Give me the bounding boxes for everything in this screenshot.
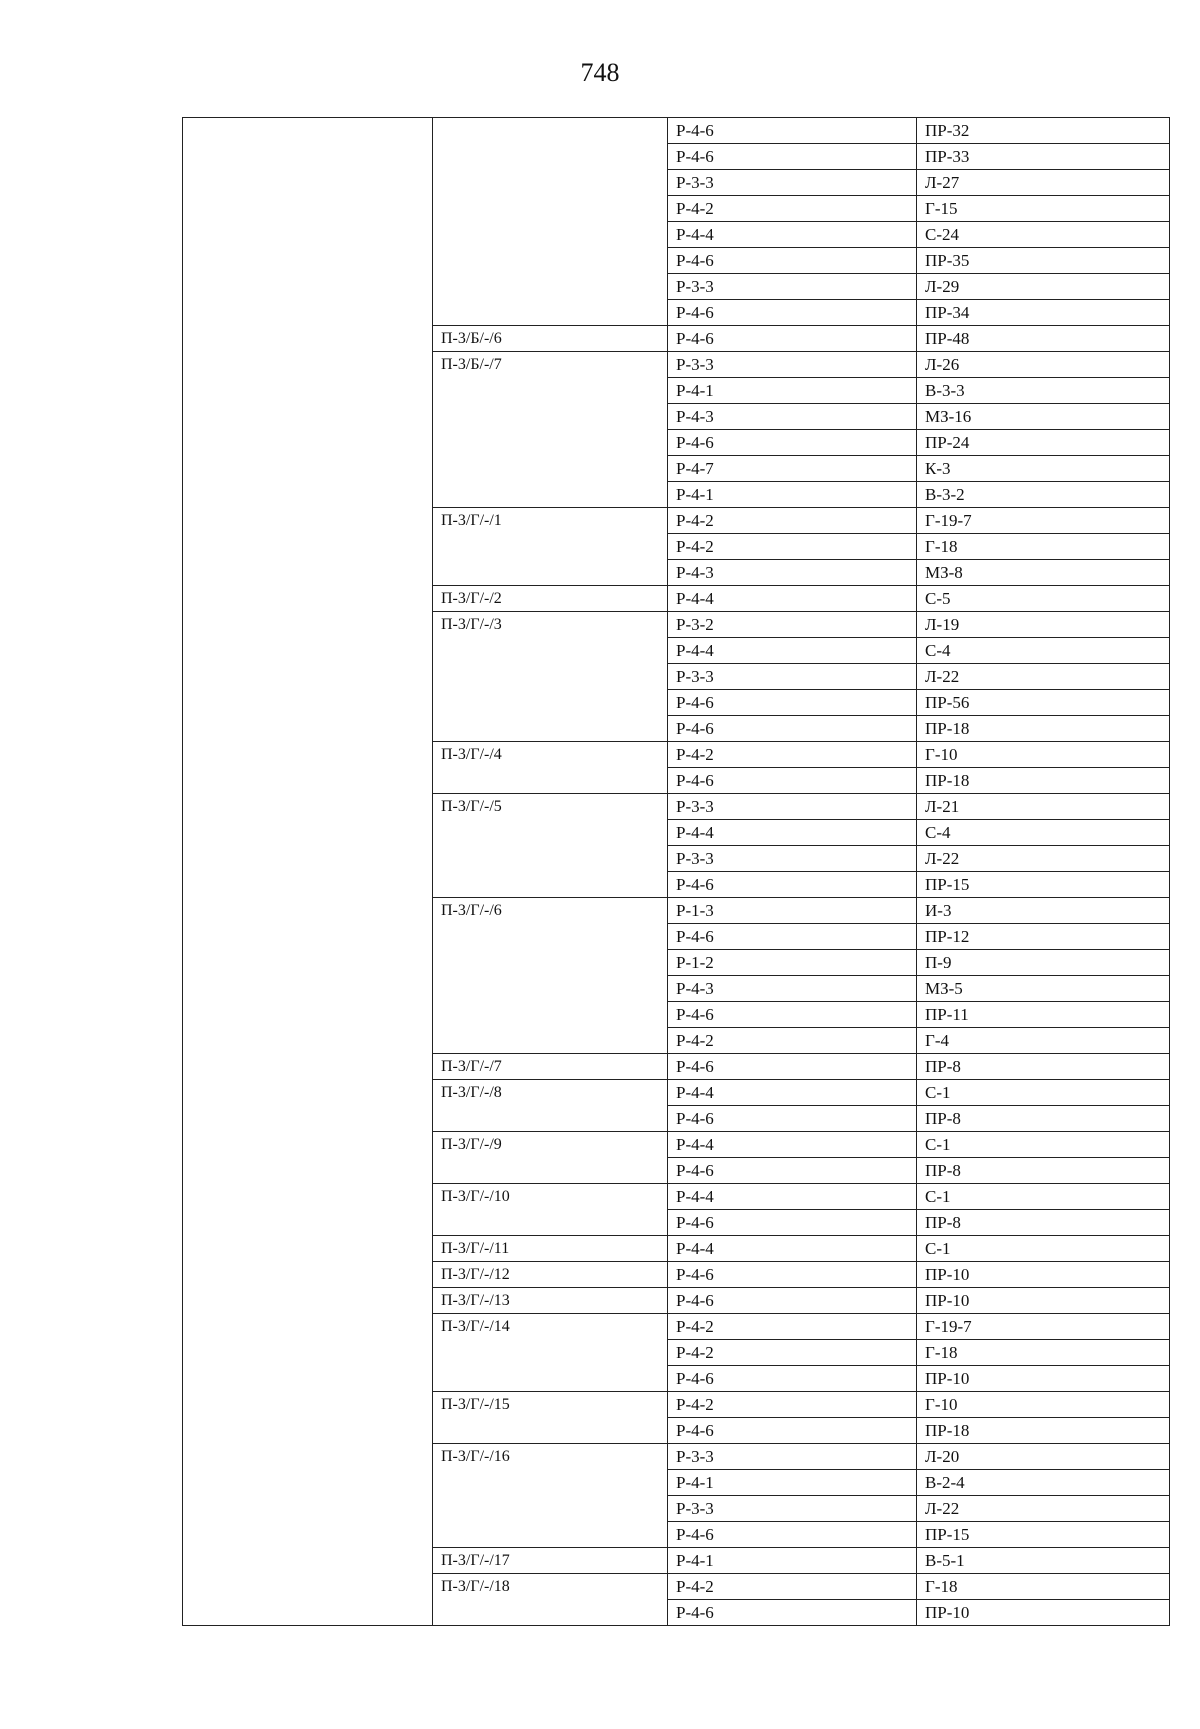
r-code-cell: Р-4-6 [668,1210,917,1236]
target-code-cell: Г-18 [917,534,1170,560]
r-code-cell: Р-4-6 [668,924,917,950]
target-code-cell: Л-22 [917,846,1170,872]
group-code-cell: П-3/Г/-/11 [433,1236,668,1262]
r-code-cell: Р-3-3 [668,846,917,872]
r-code-cell: Р-4-6 [668,1418,917,1444]
group-code-cell: П-3/Г/-/6 [433,898,668,1054]
r-code-cell: Р-4-2 [668,196,917,222]
target-code-cell: Г-10 [917,742,1170,768]
target-code-cell: Л-22 [917,664,1170,690]
target-code-cell: ПР-10 [917,1600,1170,1626]
r-code-cell: Р-4-2 [668,1028,917,1054]
r-code-cell: Р-3-3 [668,352,917,378]
target-code-cell: В-3-2 [917,482,1170,508]
group-code-cell: П-3/Г/-/8 [433,1080,668,1132]
target-code-cell: Л-22 [917,1496,1170,1522]
group-code-cell: П-3/Г/-/16 [433,1444,668,1548]
group-code-cell: П-3/Г/-/17 [433,1548,668,1574]
r-code-cell: Р-4-2 [668,1340,917,1366]
r-code-cell: Р-4-6 [668,430,917,456]
target-code-cell: С-4 [917,820,1170,846]
r-code-cell: Р-3-3 [668,1444,917,1470]
r-code-cell: Р-4-6 [668,300,917,326]
target-code-cell: Г-18 [917,1340,1170,1366]
target-code-cell: Г-19-7 [917,1314,1170,1340]
r-code-cell: Р-4-4 [668,638,917,664]
r-code-cell: Р-4-6 [668,690,917,716]
target-code-cell: Л-26 [917,352,1170,378]
r-code-cell: Р-4-2 [668,508,917,534]
target-code-cell: ПР-35 [917,248,1170,274]
r-code-cell: Р-4-6 [668,1158,917,1184]
target-code-cell: ПР-34 [917,300,1170,326]
r-code-cell: Р-4-1 [668,1548,917,1574]
target-code-cell: ПР-32 [917,118,1170,144]
target-code-cell: ПР-18 [917,768,1170,794]
r-code-cell: Р-3-3 [668,794,917,820]
group-code-cell: П-3/Г/-/3 [433,612,668,742]
target-code-cell: С-1 [917,1132,1170,1158]
group-code-cell: П-3/Г/-/18 [433,1574,668,1626]
r-code-cell: Р-4-2 [668,1314,917,1340]
r-code-cell: Р-4-6 [668,248,917,274]
target-code-cell: ПР-8 [917,1158,1170,1184]
target-code-cell: ПР-15 [917,872,1170,898]
target-code-cell: С-1 [917,1080,1170,1106]
r-code-cell: Р-4-1 [668,1470,917,1496]
target-code-cell: С-5 [917,586,1170,612]
r-code-cell: Р-4-1 [668,378,917,404]
target-code-cell: ПР-11 [917,1002,1170,1028]
target-code-cell: Л-19 [917,612,1170,638]
target-code-cell: ПР-10 [917,1366,1170,1392]
r-code-cell: Р-4-2 [668,1392,917,1418]
target-code-cell: ПР-8 [917,1210,1170,1236]
target-code-cell: В-3-3 [917,378,1170,404]
target-code-cell: ПР-8 [917,1106,1170,1132]
group-code-cell: П-3/Г/-/4 [433,742,668,794]
page-number: 748 [580,58,620,87]
blank-column-cell [183,118,433,1626]
target-code-cell: Л-27 [917,170,1170,196]
table-body [183,118,1170,1626]
target-code-cell: К-3 [917,456,1170,482]
group-code-cell: П-3/Г/-/15 [433,1392,668,1444]
target-code-cell: П-9 [917,950,1170,976]
target-code-cell: ПР-8 [917,1054,1170,1080]
group-code-cell: П-3/Б/-/7 [433,352,668,508]
r-code-cell: Р-4-6 [668,716,917,742]
target-code-cell: ПР-10 [917,1262,1170,1288]
target-code-cell: ПР-24 [917,430,1170,456]
r-code-cell: Р-4-6 [668,768,917,794]
r-code-cell: Р-4-4 [668,820,917,846]
target-code-cell: ПР-33 [917,144,1170,170]
r-code-cell: Р-4-6 [668,144,917,170]
table-row [183,118,1170,144]
r-code-cell: Р-4-6 [668,872,917,898]
r-code-cell: Р-3-3 [668,274,917,300]
r-code-cell: Р-1-2 [668,950,917,976]
r-code-cell: Р-4-3 [668,560,917,586]
r-code-cell: Р-3-3 [668,1496,917,1522]
target-code-cell: Г-10 [917,1392,1170,1418]
r-code-cell: Р-4-2 [668,534,917,560]
r-code-cell: Р-4-1 [668,482,917,508]
r-code-cell: Р-4-6 [668,1002,917,1028]
r-code-cell: Р-4-6 [668,1288,917,1314]
r-code-cell: Р-4-4 [668,1132,917,1158]
target-code-cell: С-4 [917,638,1170,664]
r-code-cell: Р-1-3 [668,898,917,924]
group-code-cell: П-3/Г/-/14 [433,1314,668,1392]
group-code-cell: П-3/Г/-/9 [433,1132,668,1184]
r-code-cell: Р-4-4 [668,1184,917,1210]
group-code-cell: П-3/Г/-/5 [433,794,668,898]
r-code-cell: Р-4-6 [668,1600,917,1626]
target-code-cell: ПР-18 [917,716,1170,742]
target-code-cell: Г-4 [917,1028,1170,1054]
r-code-cell: Р-4-3 [668,404,917,430]
target-code-cell: МЗ-8 [917,560,1170,586]
r-code-cell: Р-4-6 [668,1366,917,1392]
r-code-cell: Р-4-6 [668,1522,917,1548]
r-code-cell: Р-4-4 [668,1236,917,1262]
target-code-cell: ПР-56 [917,690,1170,716]
group-code-cell: П-3/Г/-/2 [433,586,668,612]
r-code-cell: Р-4-2 [668,742,917,768]
r-code-cell: Р-4-2 [668,1574,917,1600]
group-code-cell [433,118,668,326]
target-code-cell: МЗ-5 [917,976,1170,1002]
target-code-cell: И-3 [917,898,1170,924]
target-code-cell: ПР-12 [917,924,1170,950]
target-code-cell: С-1 [917,1236,1170,1262]
r-code-cell: Р-4-6 [668,118,917,144]
target-code-cell: С-24 [917,222,1170,248]
target-code-cell: ПР-18 [917,1418,1170,1444]
group-code-cell: П-3/Б/-/6 [433,326,668,352]
target-code-cell: ПР-48 [917,326,1170,352]
group-code-cell: П-3/Г/-/13 [433,1288,668,1314]
group-code-cell: П-3/Г/-/10 [433,1184,668,1236]
r-code-cell: Р-4-4 [668,222,917,248]
target-code-cell: Г-18 [917,1574,1170,1600]
group-code-cell: П-3/Г/-/7 [433,1054,668,1080]
target-code-cell: Л-29 [917,274,1170,300]
r-code-cell: Р-4-6 [668,1262,917,1288]
r-code-cell: Р-4-7 [668,456,917,482]
r-code-cell: Р-4-4 [668,586,917,612]
r-code-cell: Р-4-6 [668,1106,917,1132]
target-code-cell: МЗ-16 [917,404,1170,430]
r-code-cell: Р-3-2 [668,612,917,638]
r-code-cell: Р-3-3 [668,664,917,690]
target-code-cell: Л-21 [917,794,1170,820]
group-code-cell: П-3/Г/-/1 [433,508,668,586]
target-code-cell: С-1 [917,1184,1170,1210]
target-code-cell: Л-20 [917,1444,1170,1470]
r-code-cell: Р-4-6 [668,326,917,352]
target-code-cell: ПР-10 [917,1288,1170,1314]
target-code-cell: В-2-4 [917,1470,1170,1496]
r-code-cell: Р-4-6 [668,1054,917,1080]
r-code-cell: Р-3-3 [668,170,917,196]
mapping-table [182,117,1170,1626]
group-code-cell: П-3/Г/-/12 [433,1262,668,1288]
r-code-cell: Р-4-3 [668,976,917,1002]
r-code-cell: Р-4-4 [668,1080,917,1106]
target-code-cell: В-5-1 [917,1548,1170,1574]
target-code-cell: Г-19-7 [917,508,1170,534]
target-code-cell: Г-15 [917,196,1170,222]
target-code-cell: ПР-15 [917,1522,1170,1548]
